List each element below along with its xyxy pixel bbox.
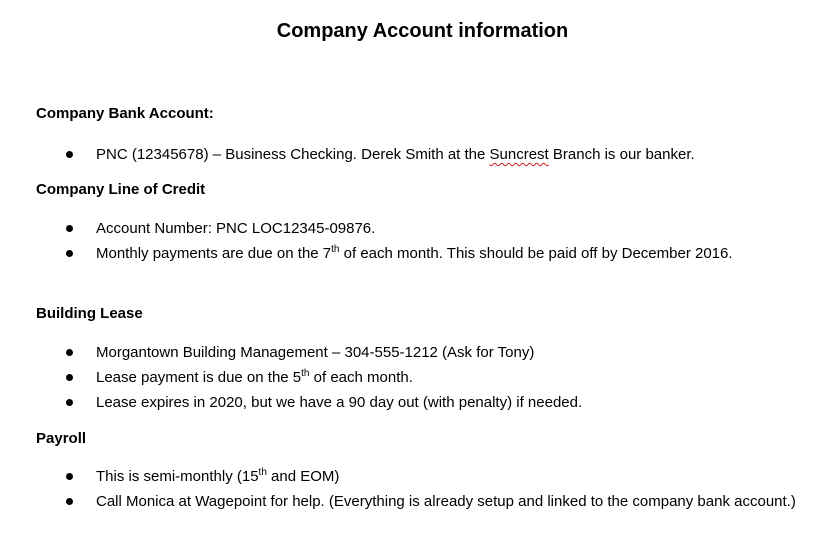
- ordinal-suffix: th: [331, 244, 340, 255]
- account-number-text: Account Number: PNC LOC12345-09876.: [96, 220, 376, 237]
- ordinal-suffix: th: [258, 467, 267, 478]
- bullet-icon: [66, 151, 73, 158]
- list-item: [0, 390, 840, 415]
- monthly-payment-text-end: of each month. This should be paid off by December 2016.: [339, 245, 733, 262]
- ordinal-suffix: th: [301, 368, 310, 379]
- list-item: [0, 489, 840, 514]
- bullet-icon: [66, 473, 73, 480]
- list-item: [0, 216, 840, 241]
- bullet-icon: [66, 349, 73, 356]
- building-lease-list: [0, 340, 840, 415]
- line-of-credit-list: [0, 216, 840, 266]
- bullet-icon: [66, 399, 73, 406]
- payroll-schedule-text-end: and EOM): [266, 468, 340, 485]
- bullet-icon: [66, 225, 73, 232]
- management-contact-text: Morgantown Building Management – 304-555-1212 (Ask for Tony): [96, 344, 535, 361]
- payroll-list: [0, 464, 840, 514]
- list-item: [0, 241, 840, 266]
- list-item: [0, 464, 840, 489]
- section-heading-payroll: Payroll: [36, 430, 87, 447]
- bank-account-text: PNC (12345678) – Business Checking. Derek Smith at the: [96, 146, 490, 163]
- section-heading-bank-account: Company Bank Account:: [36, 105, 214, 122]
- list-item: [0, 142, 840, 167]
- payroll-help-text: Call Monica at Wagepoint for help. (Everything is already setup and linked to the company bank account.): [96, 493, 796, 510]
- document-title: Company Account information: [276, 20, 569, 42]
- list-item: [0, 365, 840, 390]
- bank-account-text-end: Branch is our banker.: [548, 146, 695, 163]
- bullet-icon: [66, 498, 73, 505]
- bullet-icon: [66, 250, 73, 257]
- lease-expiry-text: Lease expires in 2020, but we have a 90 day out (with penalty) if needed.: [96, 394, 583, 411]
- lease-payment-text-end: of each month.: [309, 369, 413, 386]
- lease-payment-text: Lease payment is due on the 5: [96, 369, 302, 386]
- misspelled-word[interactable]: Suncrest: [489, 146, 549, 163]
- bullet-icon: [66, 374, 73, 381]
- payroll-schedule-text: This is semi-monthly (15: [96, 468, 259, 485]
- section-heading-line-of-credit: Company Line of Credit: [36, 181, 206, 198]
- list-item: [0, 340, 840, 365]
- monthly-payment-text: Monthly payments are due on the 7: [96, 245, 332, 262]
- bank-account-list: [0, 142, 840, 167]
- section-heading-building-lease: Building Lease: [36, 305, 143, 322]
